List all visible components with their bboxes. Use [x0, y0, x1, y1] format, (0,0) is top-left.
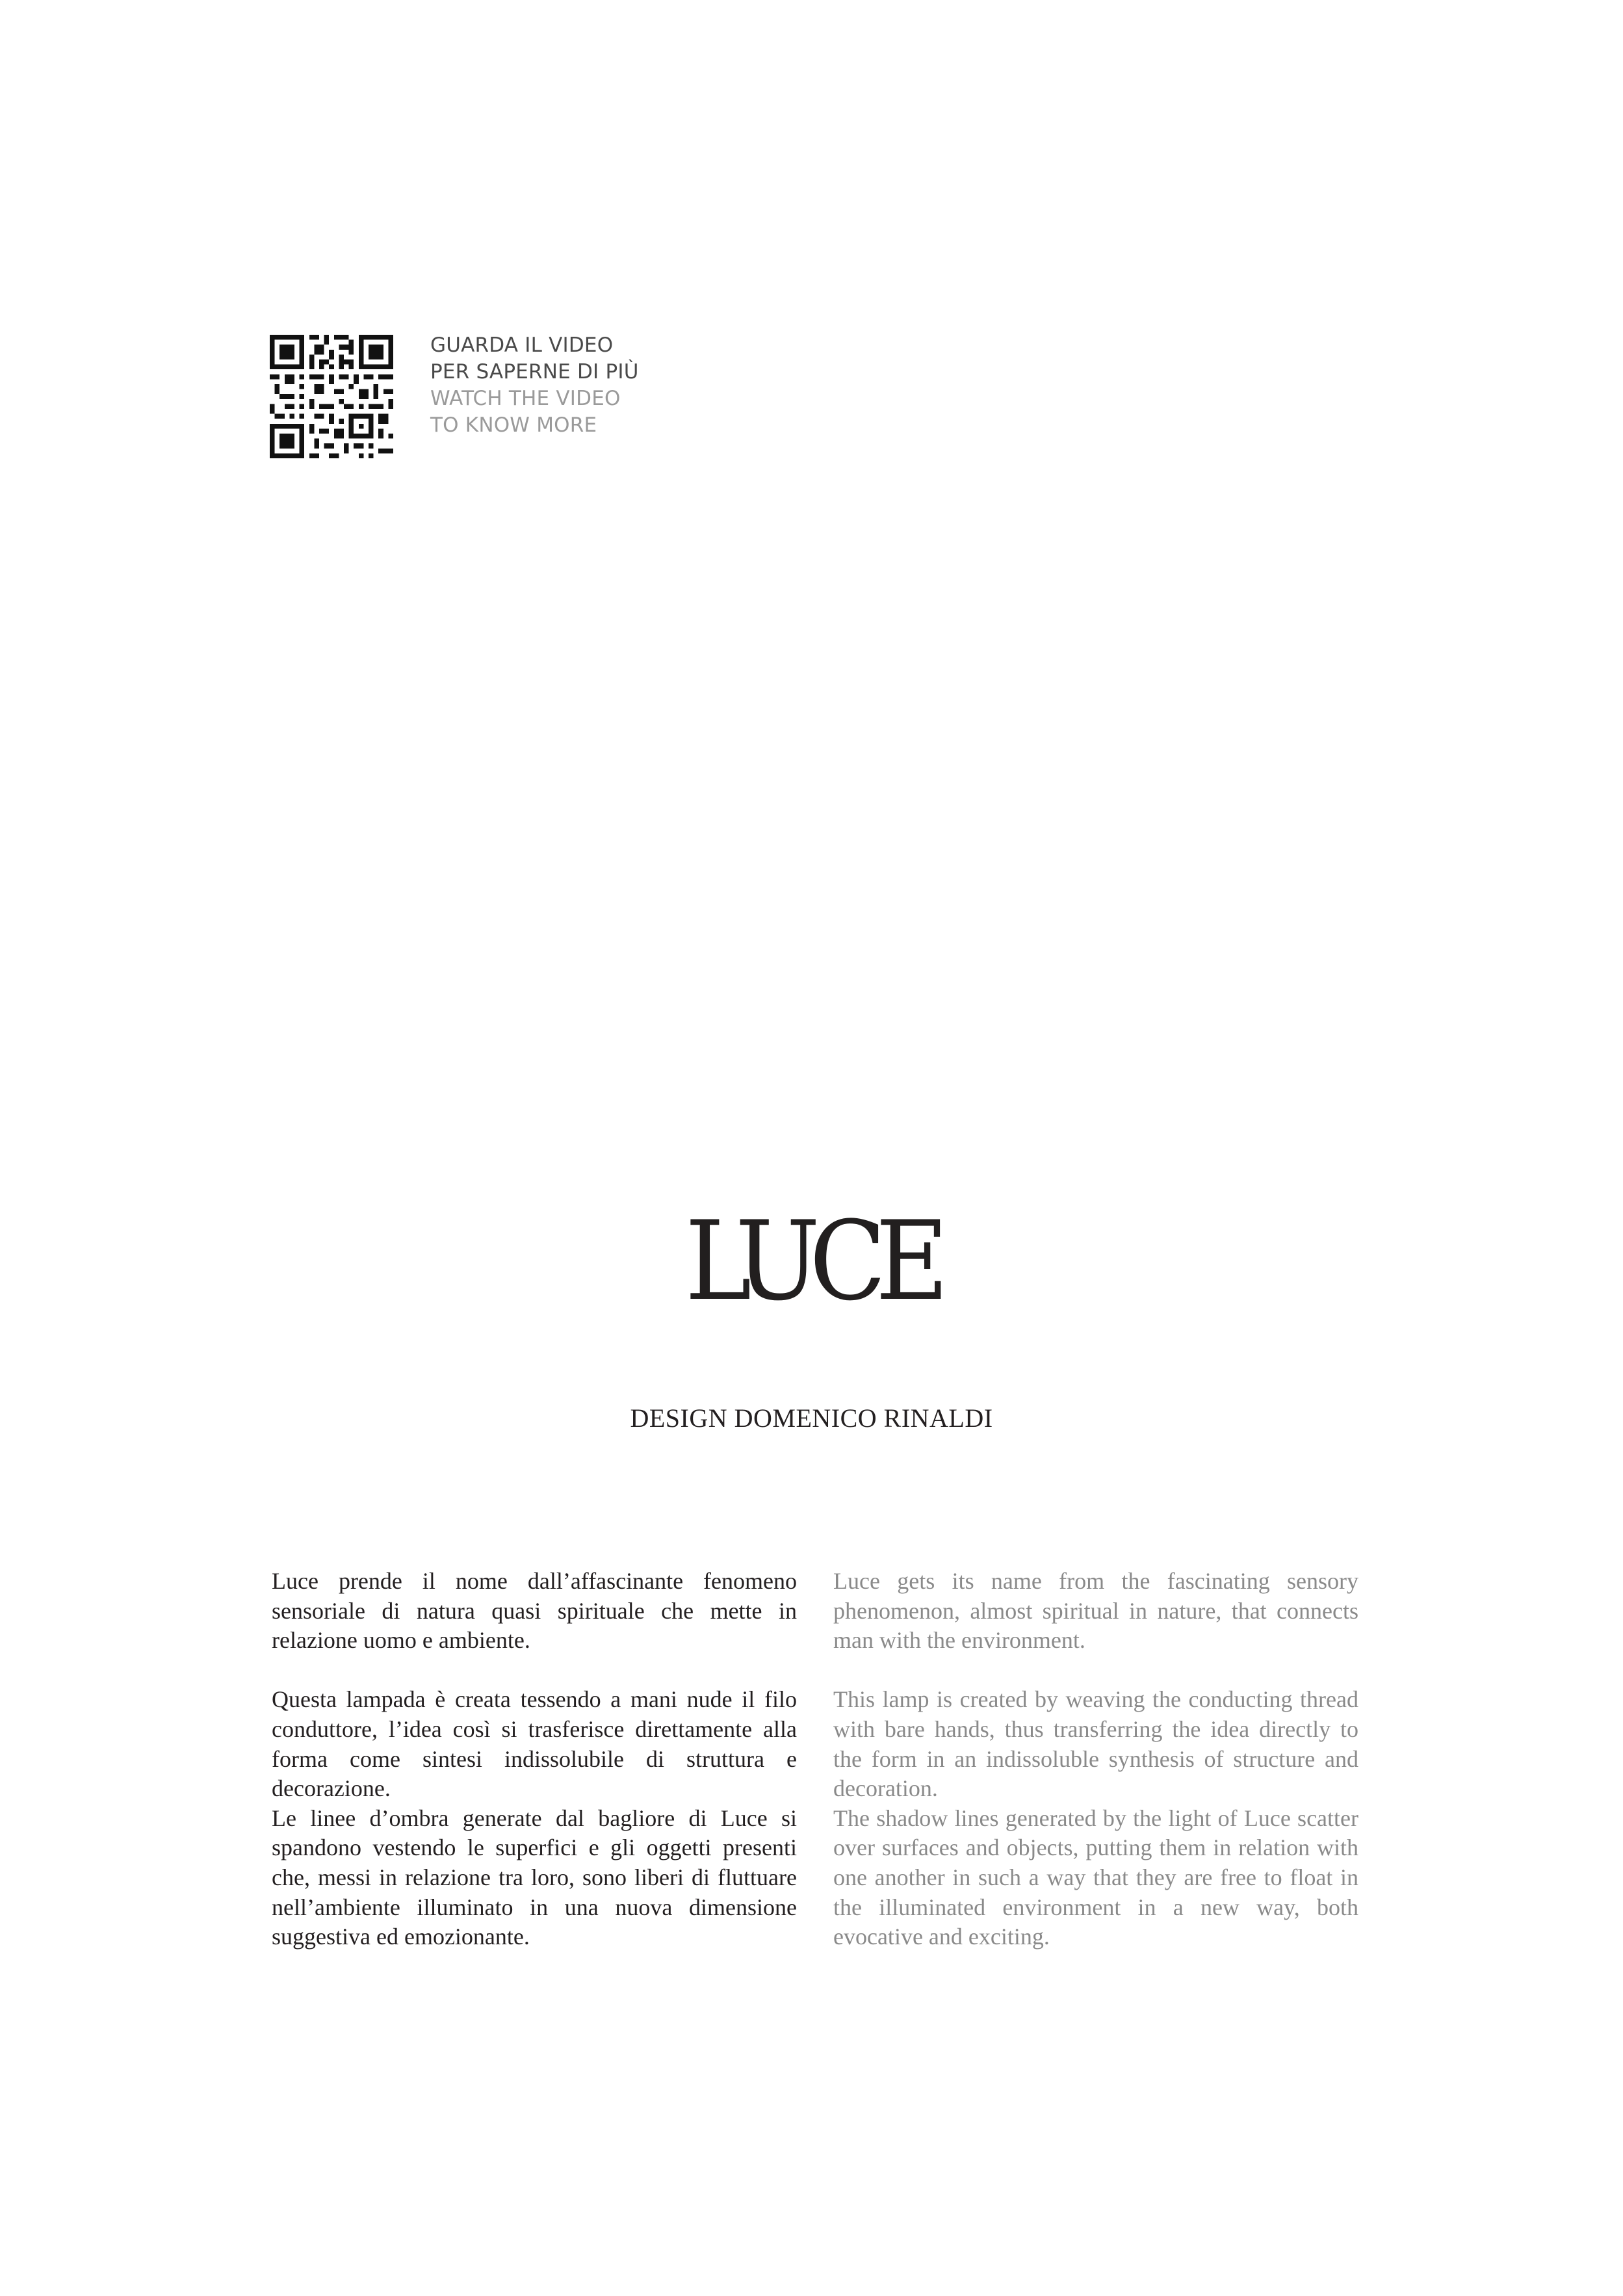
description-en-paragraph-1: Luce gets its name from the fascinating sensory phenomenon, almost spiritual in nature, that connects man with the environment. [833, 1568, 1358, 1654]
qr-caption-it-line-1: GUARDA IL VIDEO [430, 333, 614, 357]
description-it-paragraph-1: Luce prende il nome dall’affascinante fenomeno sensoriale di natura quasi spirituale che mette in relazione uomo e ambiente. [272, 1568, 797, 1654]
qr-code-graphic [270, 335, 393, 458]
qr-caption-en-line-2: TO KNOW MORE [430, 413, 597, 437]
description-en-paragraph-3: The shadow lines generated by the light of Luce scatter over surfaces and objects, putting them in relation with one another in such a way that they are free to float in the illuminated environment in a new way, both evocative and exciting. [833, 1805, 1358, 1950]
description-italian [272, 1567, 797, 1952]
description-it-paragraph-3: Le linee d’ombra generate dal bagliore di Luce si spandono vestendo le superfici e gli oggetti presenti che, messi in relazione tra loro, sono liberi di fluttuare nell’ambiente illuminato in una nuova dimensione suggestiva ed emozionante. [272, 1805, 797, 1950]
designer-credit: DESIGN DOMENICO RINALDI [630, 1403, 993, 1433]
qr-caption-en-line-1: WATCH THE VIDEO [430, 387, 621, 410]
qr-caption [430, 332, 639, 439]
description-english [833, 1567, 1358, 1952]
qr-caption-it-line-2: PER SAPERNE DI PIÙ [430, 360, 639, 384]
product-logo: LUCE [684, 1197, 939, 1325]
description-it-paragraph-2: Questa lampada è creata tessendo a mani nude il filo conduttore, l’idea così si trasferisce direttamente alla forma come sintesi indissolubile di struttura e decorazione. [272, 1686, 797, 1802]
qr-code-icon[interactable] [270, 335, 393, 458]
description-en-paragraph-2: This lamp is created by weaving the conducting thread with bare hands, thus transferring the idea directly to the form in an indissoluble synthesis of structure and decoration. [833, 1686, 1358, 1802]
